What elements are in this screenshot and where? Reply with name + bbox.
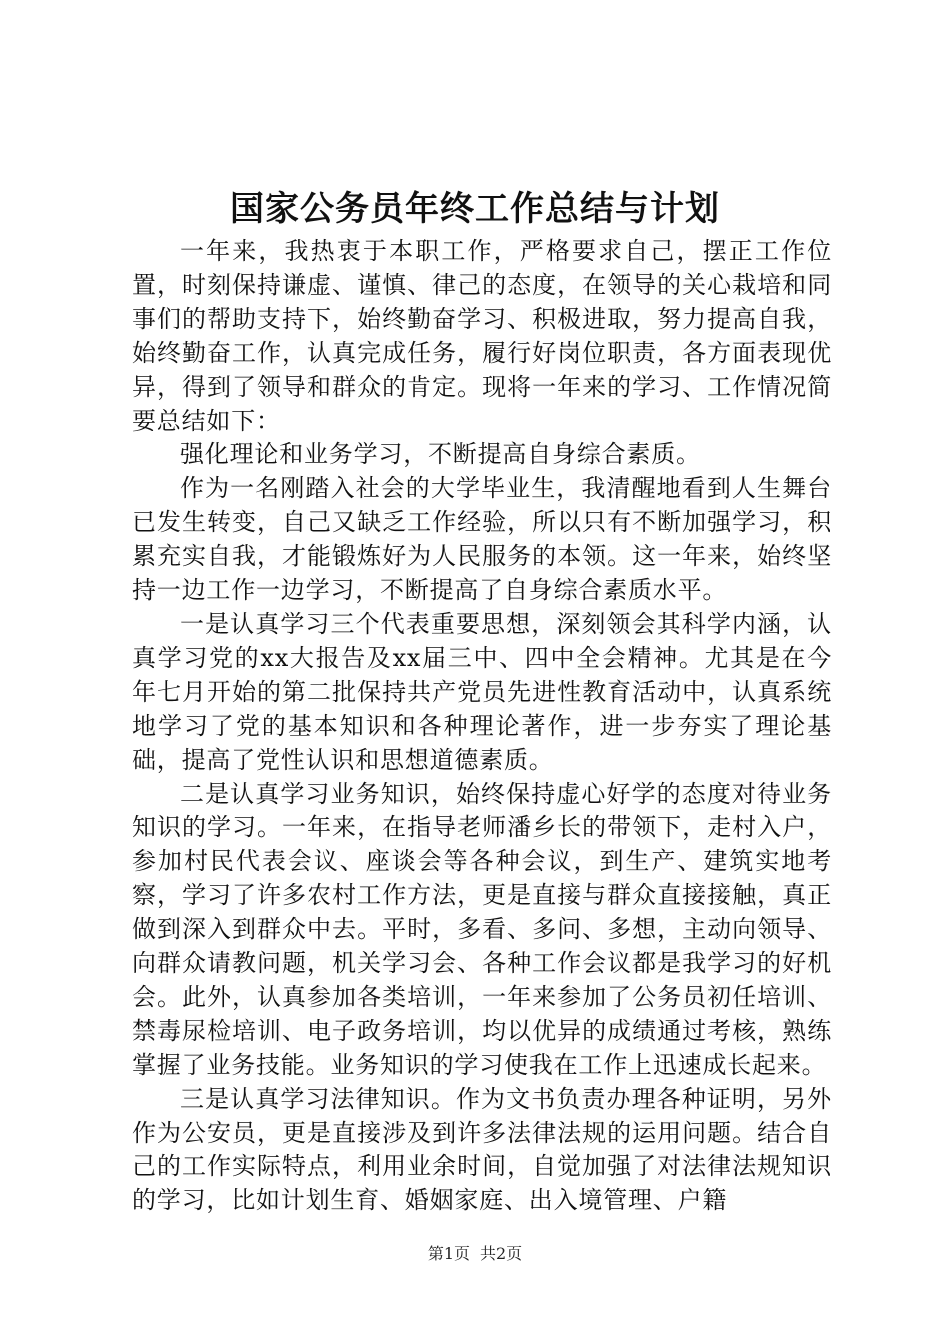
paragraph-theory: 一是认真学习三个代表重要思想，深刻领会其科学内涵，认真学习党的xx大报告及xx届三中、四中全会精神。尤其是在今年七月开始的第二批保持共产党员先进性教育活动中，认真系统地学习了党的基本知识和各种理论著作，进一步夯实了理论基础，提高了党性认识和思想道德素质。 — [132, 609, 832, 774]
document-title: 国家公务员年终工作总结与计划 — [230, 189, 720, 229]
page-total: 共2页 — [480, 1244, 523, 1263]
paragraph-law: 三是认真学习法律知识。作为文书负责办理各种证明，另外作为公安员，更是直接涉及到许多法律法规的运用问题。结合自己的工作实际特点，利用业余时间，自觉加强了对法律法规知识的学习，比如计划生育、婚姻家庭、出入境管理、户籍 — [132, 1084, 832, 1215]
paragraph-intro: 一年来，我热衷于本职工作，严格要求自己，摆正工作位置，时刻保持谦虚、谨慎、律己的态度，在领导的关心栽培和同事们的帮助支持下，始终勤奋学习、积极进取，努力提高自我，始终勤奋工作，认真完成任务，履行好岗位职责，各方面表现优异，得到了领导和群众的肯定。现将一年来的学习、工作情况简要总结如下： — [132, 237, 832, 435]
document-body — [132, 235, 832, 1218]
paragraph-study: 作为一名刚踏入社会的大学毕业生，我清醒地看到人生舞台已发生转变，自己又缺乏工作经验，所以只有不断加强学习，积累充实自我，才能锻炼好为人民服务的本领。这一年来，始终坚持一边工作一边学习，不断提高了自身综合素质水平。 — [132, 474, 832, 605]
paragraph-business: 二是认真学习业务知识，始终保持虚心好学的态度对待业务知识的学习。一年来，在指导老师潘乡长的带领下，走村入户，参加村民代表会议、座谈会等各种会议，到生产、建筑实地考察，学习了许多农村工作方法，更是直接与群众直接接触，真正做到深入到群众中去。平时，多看、多问、多想，主动向领导、向群众请教问题，机关学习会、各种工作会议都是我学习的好机会。此外，认真参加各类培训，一年来参加了公务员初任培训、禁毒尿检培训、电子政务培训，均以优异的成绩通过考核，熟练掌握了业务技能。业务知识的学习使我在工作上迅速成长起来。 — [132, 779, 832, 1079]
page-number: 第1页 — [427, 1244, 470, 1263]
page-footer — [0, 1243, 950, 1265]
paragraph-heading: 强化理论和业务学习，不断提高自身综合素质。 — [180, 440, 701, 469]
